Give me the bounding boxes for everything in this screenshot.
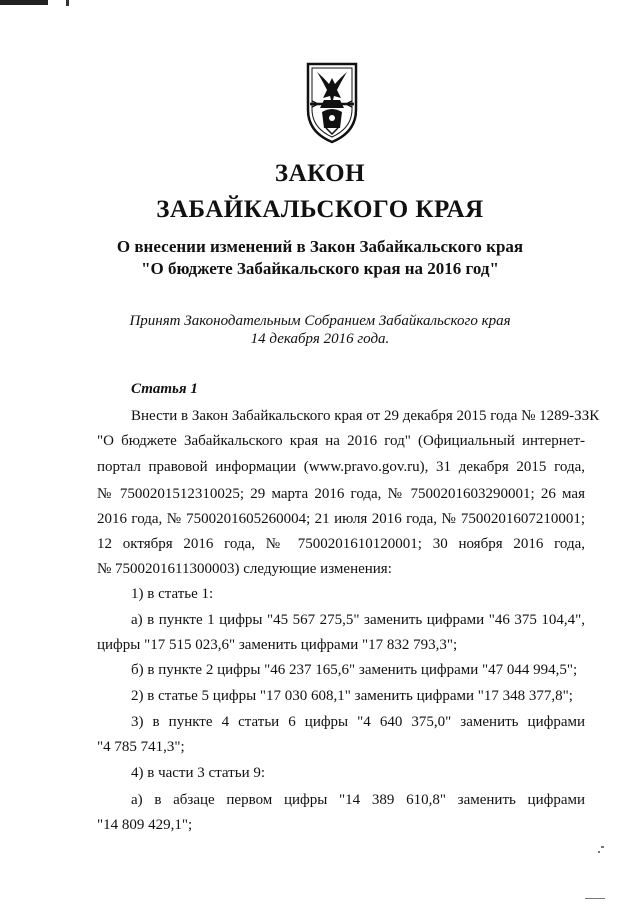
list-item: а) в абзаце первом цифры "14 389 610,8" заменить цифрами — [131, 792, 585, 808]
list-item: а) в пункте 1 цифры "45 567 275,5" заменить цифрами "46 375 104,4", — [131, 612, 585, 628]
list-item-continuation: "4 785 741,3"; — [97, 739, 185, 755]
region-title: ЗАБАЙКАЛЬСКОГО КРАЯ — [156, 196, 484, 223]
adoption-statement: Принят Законодательным Собранием Забайкальского края — [129, 313, 511, 329]
law-subtitle-line2: "О бюджете Забайкальского края на 2016 год" — [141, 259, 499, 278]
article-paragraph-line: "О бюджете Забайкальского края на 2016 год" (Официальный интернет- — [97, 433, 585, 449]
list-item: 1) в статье 1: — [131, 586, 214, 602]
scan-artifact — [0, 0, 48, 5]
law-subtitle-line1: О внесении изменений в Закон Забайкальского края — [116, 237, 524, 256]
article-paragraph-line: портал правовой информации (www.pravo.gov.ru), 31 декабря 2015 года, — [97, 459, 585, 475]
article-paragraph-line: Внести в Закон Забайкальского края от 29 декабря 2015 года № 1289-ЗЗК — [131, 408, 600, 424]
adoption-date: 14 декабря 2016 года. — [250, 331, 390, 347]
coat-of-arms-icon — [300, 60, 364, 144]
list-item: 2) в статье 5 цифры "17 030 608,1" заменить цифрами "17 348 377,8"; — [131, 688, 573, 704]
article-paragraph-line: 12 октября 2016 года, № 7500201610120001; 30 ноября 2016 года, — [97, 536, 585, 552]
document-type-title: ЗАКОН — [274, 160, 366, 187]
scan-artifact — [598, 851, 600, 853]
scan-artifact — [601, 846, 604, 848]
list-item: б) в пункте 2 цифры "46 237 165,6" заменить цифрами "47 044 994,5"; — [131, 662, 578, 678]
list-item: 4) в части 3 статьи 9: — [131, 765, 266, 781]
article-paragraph-line: 2016 года, № 7500201605260004; 21 июля 2016 года, № 7500201607210001; — [97, 511, 585, 527]
article-paragraph-line: № 7500201512310025; 29 марта 2016 года, № 7500201603290001; 26 мая — [97, 486, 585, 502]
article-paragraph-line: № 7500201611300003) следующие изменения: — [97, 561, 392, 577]
list-item: 3) в пункте 4 статьи 6 цифры "4 640 375,0" заменить цифрами — [131, 714, 585, 730]
article-heading: Статья 1 — [131, 381, 198, 397]
scan-artifact — [585, 898, 605, 899]
list-item-continuation: цифры "17 515 023,6" заменить цифрами "17 832 793,3"; — [97, 637, 458, 653]
scan-artifact — [66, 0, 69, 6]
list-item-continuation: "14 809 429,1"; — [97, 817, 193, 833]
